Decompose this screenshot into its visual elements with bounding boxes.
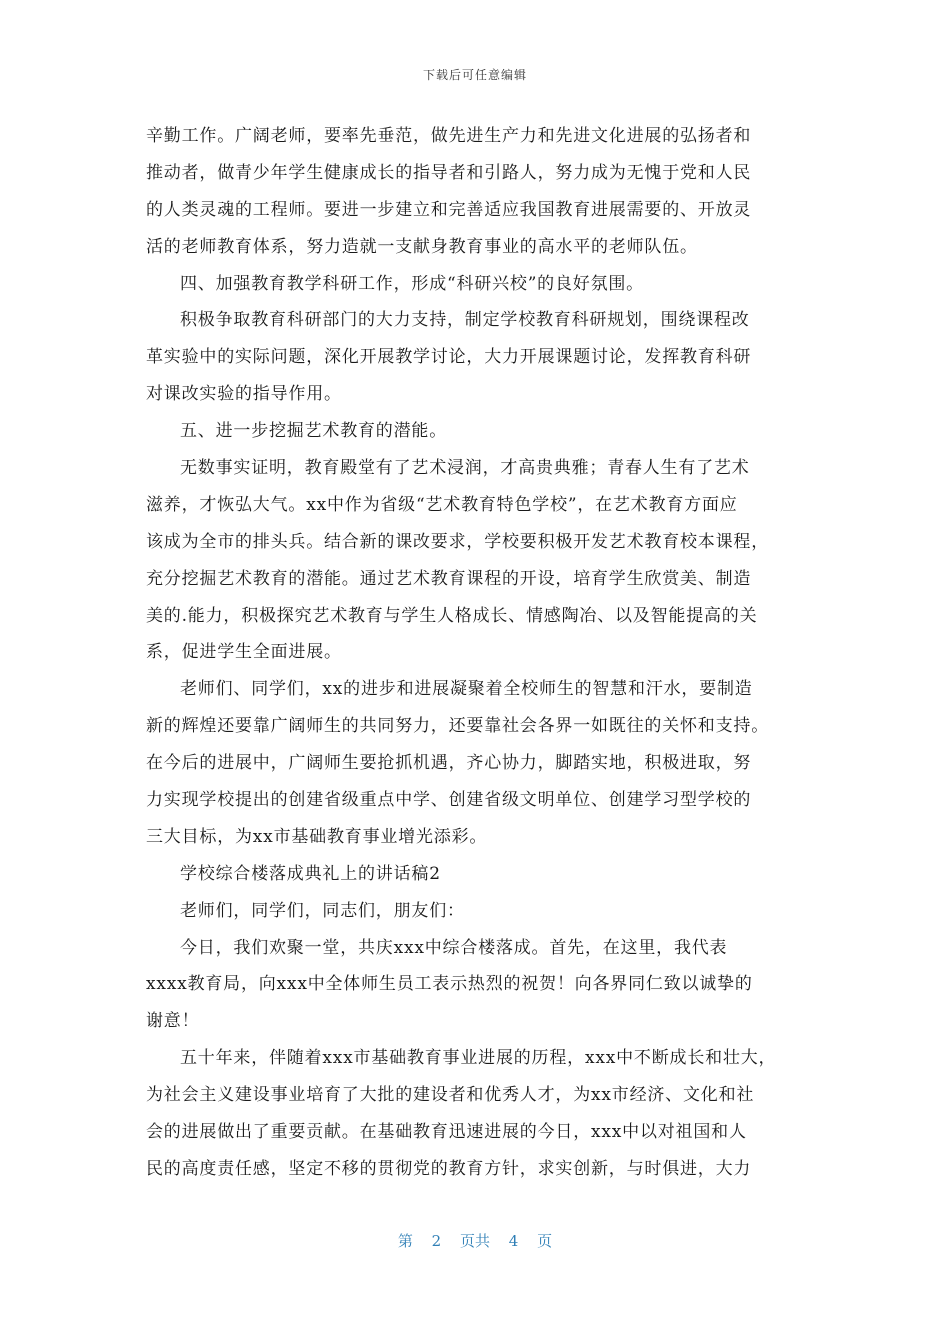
text-line: 力实现学校提出的创建省级重点中学、创建省级文明单位、创建学习型学校的 (146, 790, 752, 811)
page-header: 下载后可任意编辑 (422, 68, 527, 82)
text-line: 老师们，同学们，同志们，朋友们： (180, 900, 465, 921)
text-line: 会的进展做出了重要贡献。在基础教育迅速进展的今日，xxx中以对祖国和人 (146, 1122, 747, 1143)
text-line: 在今后的进展中，广阔师生要抢抓机遇，齐心协力，脚踏实地，积极进取，努 (146, 753, 752, 774)
text-line: xxxx教育局，向xxx中全体师生员工表示热烈的祝贺！向各界同仁致以诚挚的 (146, 974, 753, 995)
text-line: 新的辉煌还要靠广阔师生的共同努力，还要靠社会各界一如既往的关怀和支持。 (146, 716, 769, 737)
text-line: 积极争取教育科研部门的大力支持，制定学校教育科研规划，围绕课程改 (180, 310, 750, 331)
text-line: 为社会主义建设事业培育了大批的建设者和优秀人才，为xx市经济、文化和社 (146, 1085, 755, 1106)
text-line: 谢意！ (146, 1011, 200, 1032)
text-line: 活的老师教育体系，努力造就一支献身教育事业的高水平的老师队伍。 (146, 236, 698, 257)
text-line: 对课改实验的指导作用。 (146, 384, 342, 405)
text-line: 充分挖掘艺术教育的潜能。通过艺术教育课程的开设，培育学生欣赏美、制造 (146, 568, 752, 589)
text-line: 推动者，做青少年学生健康成长的指导者和引路人，努力成为无愧于党和人民 (146, 162, 752, 183)
text-line: 五、进一步挖掘艺术教育的潜能。 (180, 421, 447, 442)
page-footer (0, 1230, 950, 1251)
text-line: 老师们、同学们，xx的进步和进展凝聚着全校师生的智慧和汗水，要制造 (180, 679, 753, 700)
total-page-count: 4 (508, 1232, 519, 1250)
text-line: 五十年来，伴随着xxx市基础教育事业进展的历程，xxx中不断成长和壮大， (180, 1048, 777, 1069)
current-page-number: 2 (431, 1232, 442, 1250)
document-body (146, 118, 826, 1188)
text-line: 该成为全市的排头兵。结合新的课改要求，学校要积极开发艺术教育校本课程， (146, 531, 769, 552)
text-line: 无数事实证明，教育殿堂有了艺术浸润，才高贵典雅；青春人生有了艺术 (180, 458, 750, 479)
text-line: 美的.能力，积极探究艺术教育与学生人格成长、情感陶冶、以及智能提高的关 (146, 605, 758, 626)
text-line: 四、加强教育教学科研工作，形成“科研兴校”的良好氛围。 (180, 273, 644, 294)
text-line: 学校综合楼落成典礼上的讲话稿2 (180, 863, 441, 884)
text-line: 革实验中的实际问题，深化开展教学讨论，大力开展课题讨论，发挥教育科研 (146, 347, 752, 368)
footer-prefix: 第 (397, 1232, 413, 1250)
text-line: 今日，我们欢聚一堂，共庆xxx中综合楼落成。首先，在这里，我代表 (180, 937, 728, 958)
text-line: 三大目标，为xx市基础教育事业增光添彩。 (146, 826, 488, 847)
text-line: 辛勤工作。广阔老师，要率先垂范，做先进生产力和先进文化进展的弘扬者和 (146, 126, 752, 146)
text-line: 民的高度责任感，坚定不移的贯彻党的教育方针，求实创新，与时俱进，大力 (146, 1158, 752, 1179)
text-line: 的人类灵魂的工程师。要进一步建立和完善适应我国教育进展需要的、开放灵 (146, 199, 752, 220)
footer-middle: 页共 (459, 1232, 490, 1250)
text-line: 系，促进学生全面进展。 (146, 642, 342, 663)
text-line: 滋养，才恢弘大气。xx中作为省级“艺术教育特色学校”，在艺术教育方面应 (146, 494, 738, 515)
footer-suffix: 页 (537, 1232, 553, 1250)
